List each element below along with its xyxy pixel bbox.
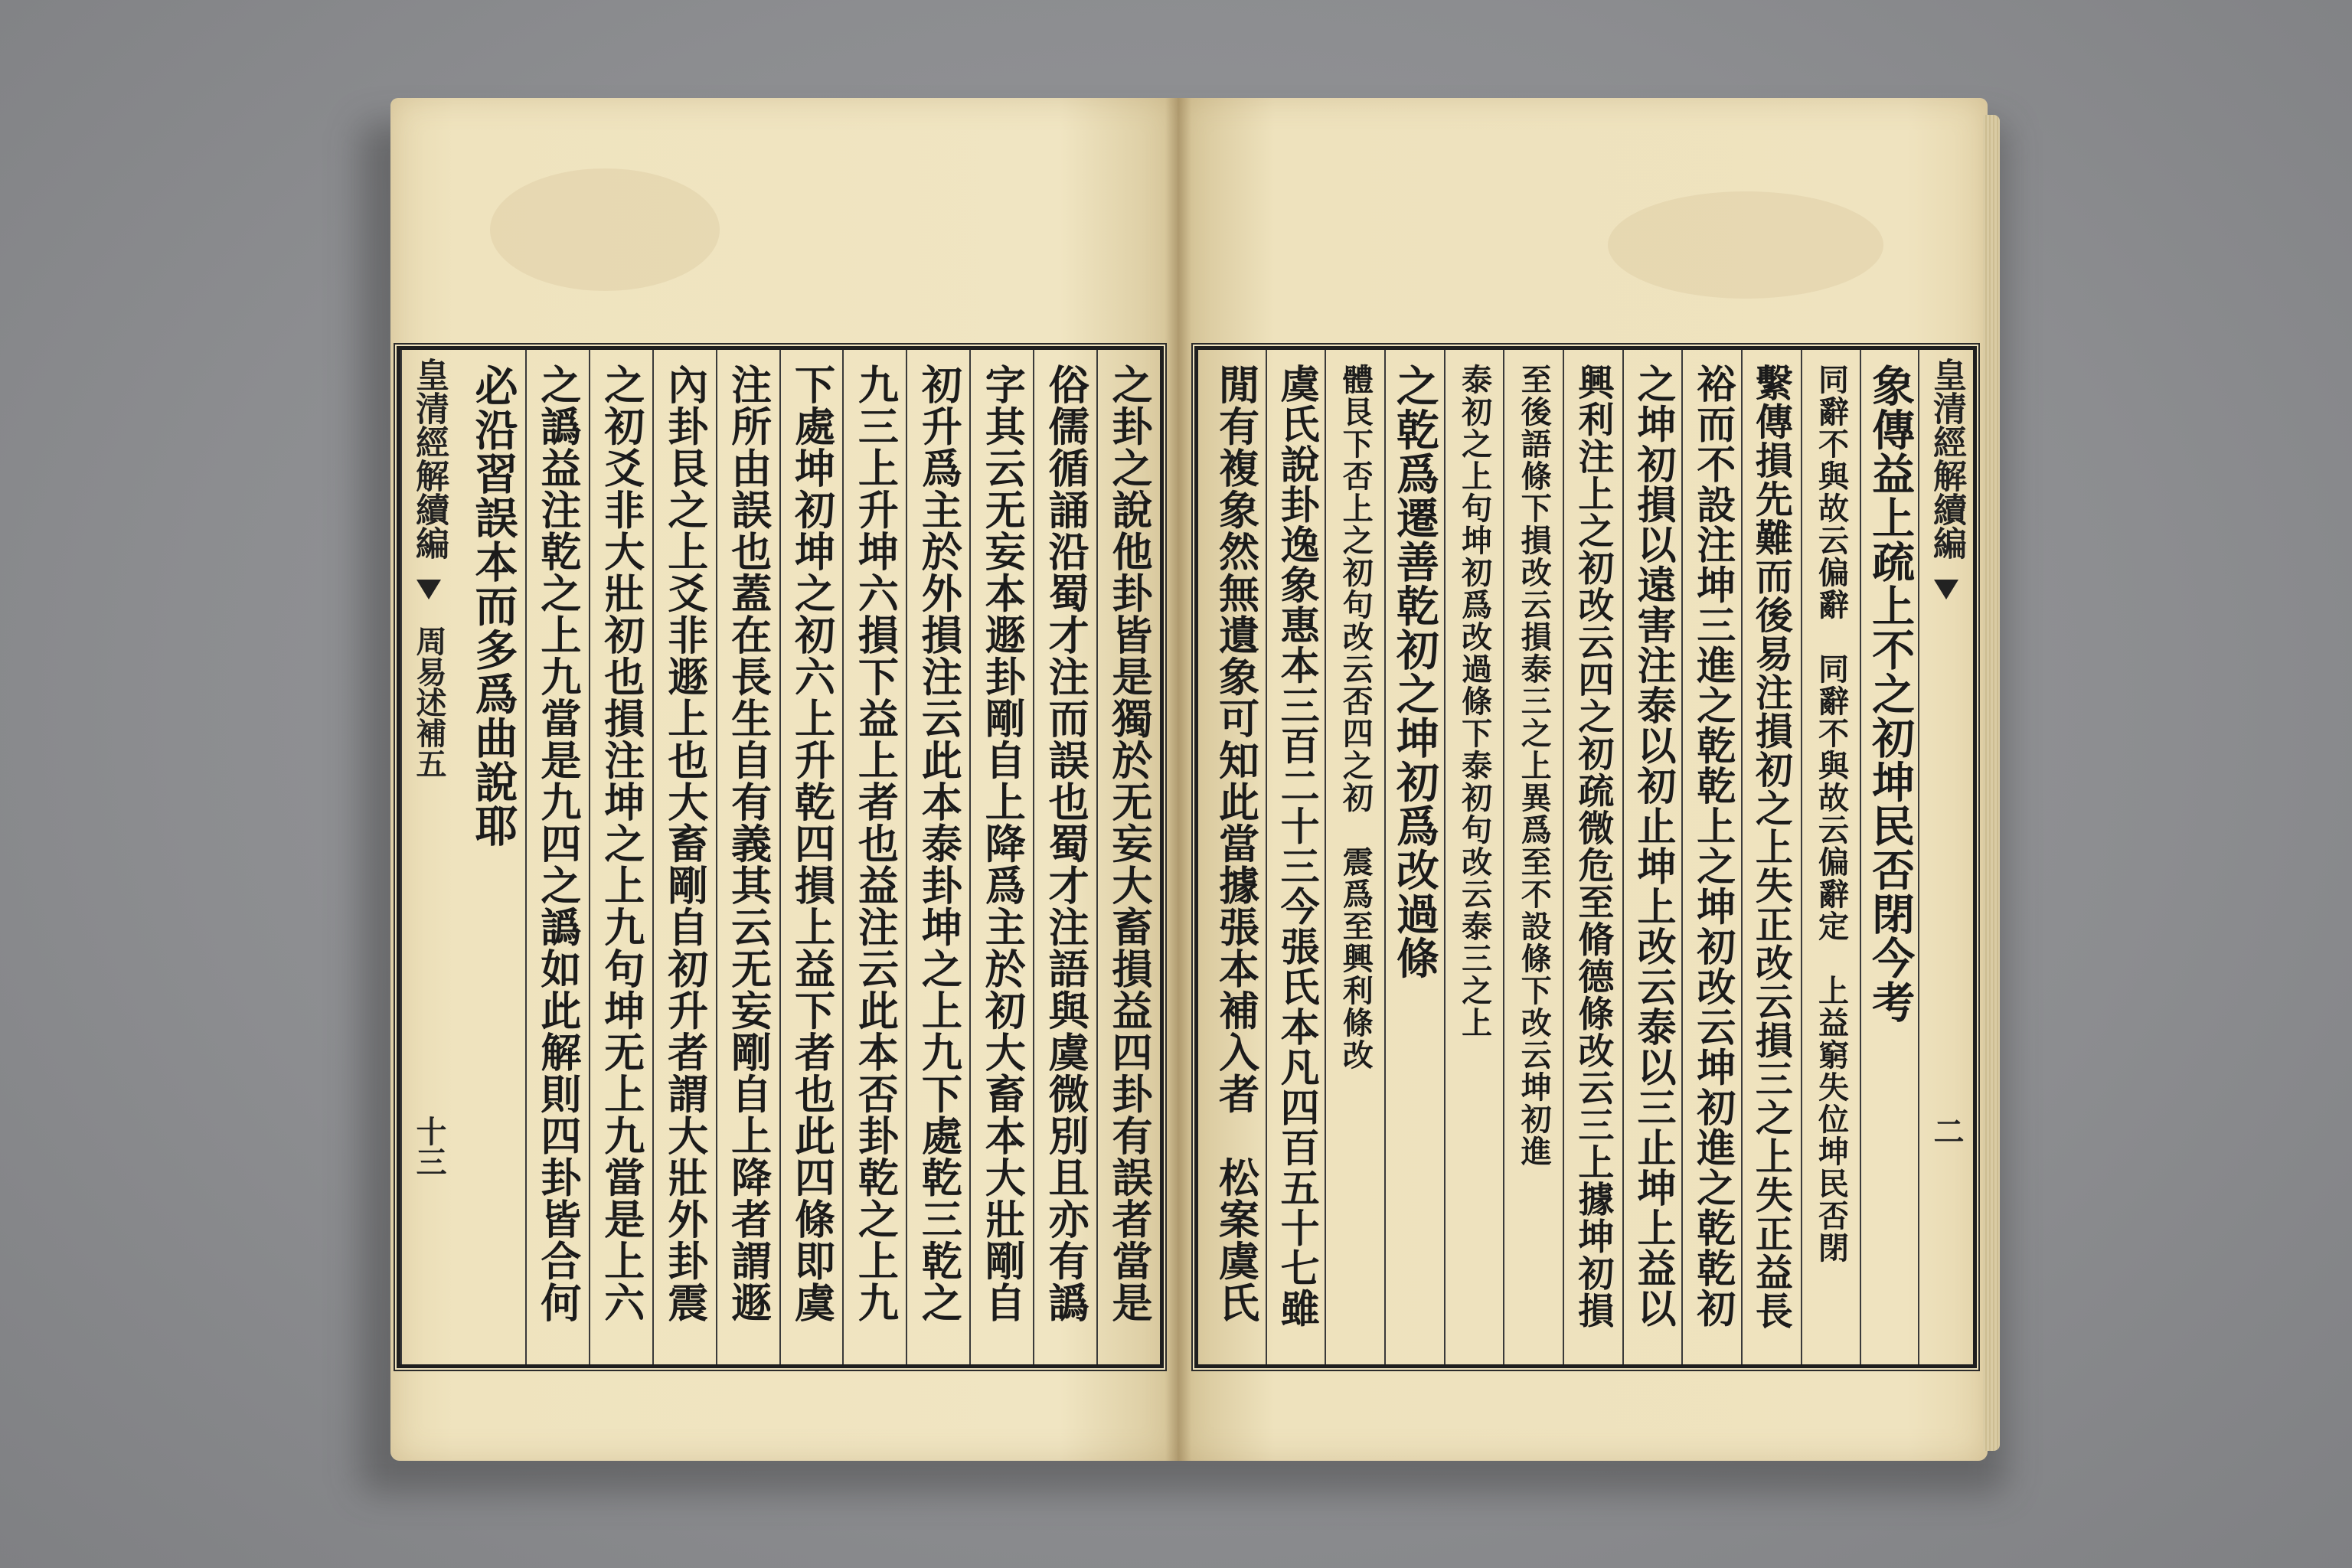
text-column xyxy=(1741,350,1801,1364)
column-text: 初升爲主於外損注云此本泰卦坤之上九下處乾三乾之 xyxy=(915,364,963,1324)
column-text: 九三上升坤六損下益上者也益注云此本否卦乾之上九 xyxy=(851,364,900,1324)
column-text: 象傳益上疏上不之初坤民否閉今考 xyxy=(1865,364,1916,1024)
column-text: 俗儒循誦沿蜀才注而誤也蜀才注語與虞微別且亦有譌 xyxy=(1042,364,1090,1324)
right-margin-title: 皇清經解續編 xyxy=(1927,358,1966,560)
left-margin-title: 皇清經解續編 xyxy=(410,358,449,560)
text-column xyxy=(779,350,843,1364)
text-column xyxy=(652,350,716,1364)
text-column xyxy=(969,350,1033,1364)
page-edges xyxy=(1983,115,2000,1451)
column-text: 之譌益注乾之上九當是九四之譌如此解則四卦皆合何 xyxy=(534,364,582,1324)
column-text: 裕而不設注坤三進之乾乾上之坤初改云坤初進之乾乾初 xyxy=(1689,364,1736,1328)
column-text: 之坤初損以遠害注泰以初止坤上改云泰以三止坤上益以 xyxy=(1630,364,1677,1328)
book-gutter xyxy=(1165,98,1191,1461)
right-fore-edge-column xyxy=(1918,350,1973,1364)
text-column xyxy=(1033,350,1096,1364)
left-text-columns xyxy=(454,350,1160,1364)
text-column xyxy=(1096,350,1160,1364)
left-margin-section: 周易述補五 xyxy=(411,626,447,779)
column-text: 之乾爲遷善乾初之坤初爲改過條 xyxy=(1389,364,1440,980)
text-column xyxy=(525,350,589,1364)
column-text: 泰初之上句坤初爲改過條下泰初句改云泰三之上 xyxy=(1456,364,1493,1039)
column-text: 體艮下否上之初句改云否四之初 震爲至興利條改 xyxy=(1338,364,1374,1071)
left-text-frame xyxy=(397,346,1164,1368)
fishtail-mark-icon xyxy=(1934,580,1958,599)
text-column xyxy=(1801,350,1860,1364)
column-text: 內卦艮之上爻非遯上也大畜剛自初升者謂大壯外卦震 xyxy=(661,364,709,1324)
text-column xyxy=(1206,350,1266,1364)
text-column xyxy=(1266,350,1325,1364)
column-text: 繫傳損先難而後易注損初之上失正改云損三之上失正益長 xyxy=(1749,364,1795,1331)
text-column xyxy=(1325,350,1384,1364)
text-column xyxy=(842,350,906,1364)
column-text: 至後語條下損改云損泰三之上異爲至不設條下改云坤初進 xyxy=(1516,364,1553,1168)
column-text: 注所由誤也蓋在長生自有義其云无妄剛自上降者謂遯 xyxy=(724,364,773,1324)
left-fore-edge-column xyxy=(400,350,456,1364)
column-text: 之初爻非大壯初也損注坤之上九句坤无上九當是上六 xyxy=(597,364,645,1324)
column-text: 同辭不與故云偏辭 同辭不與故云偏辭定 上益窮失位坤民否閉 xyxy=(1813,364,1850,1264)
right-text-columns xyxy=(1198,350,1919,1364)
text-column xyxy=(906,350,969,1364)
column-text: 興利注上之初改云四之初疏微危至脩德條改云三上據坤初損 xyxy=(1572,364,1615,1329)
text-column xyxy=(589,350,652,1364)
column-text: 字其云无妄本遯卦剛自上降爲主於初大畜本大壯剛自 xyxy=(978,364,1027,1324)
text-column xyxy=(1860,350,1919,1364)
text-column xyxy=(1384,350,1444,1364)
text-column xyxy=(1622,350,1682,1364)
column-text: 之卦之說他卦皆是獨於无妄大畜損益四卦有誤者當是 xyxy=(1106,364,1154,1324)
text-column xyxy=(1503,350,1563,1364)
column-text: 閒有複象然無遺象可知此當據張本補入者 松案虞氏 xyxy=(1212,364,1260,1324)
text-column xyxy=(1563,350,1622,1364)
paper-stain xyxy=(1608,191,1883,299)
column-text: 必沿習誤本而多爲曲說耶 xyxy=(468,364,519,848)
left-page-number: 十三 xyxy=(411,1116,447,1177)
text-column xyxy=(1681,350,1741,1364)
right-text-frame xyxy=(1194,346,1977,1368)
column-text: 虞氏說卦逸象惠本三百二十三今張氏本凡四百五十七雖 xyxy=(1273,364,1320,1328)
text-column xyxy=(462,350,525,1364)
text-column xyxy=(716,350,779,1364)
text-column xyxy=(1444,350,1504,1364)
right-page-number: 二 xyxy=(1929,1116,1965,1146)
paper-stain xyxy=(490,168,720,291)
column-text: 下處坤初坤之初六上升乾四損上益下者也此四條即虞 xyxy=(788,364,836,1324)
fishtail-mark-icon xyxy=(416,580,441,599)
